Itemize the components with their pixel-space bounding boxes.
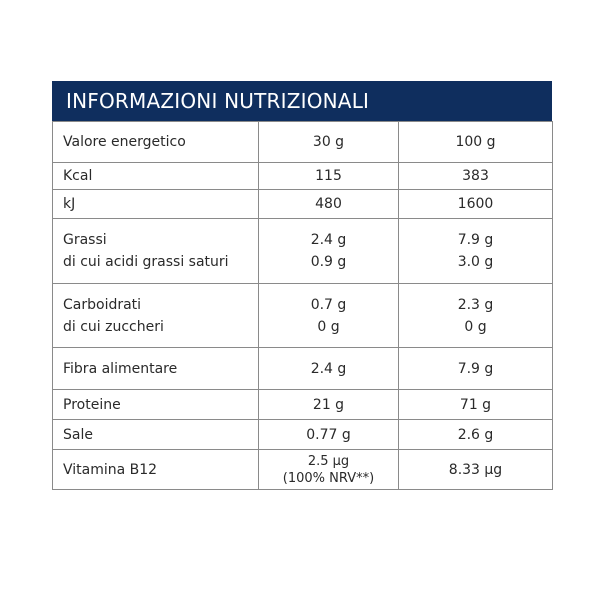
value-per-portion — [259, 348, 399, 390]
value-line: 2.6 g — [457, 426, 494, 443]
value-per-100g — [399, 420, 553, 450]
value-subline: 0 g — [464, 318, 487, 335]
value-per-100g — [399, 284, 553, 348]
row-vitamin-b12 — [53, 450, 553, 490]
value-subline: 3.0 g — [457, 254, 494, 270]
nutrition-panel — [52, 81, 552, 490]
label-line: Grassi — [63, 232, 107, 248]
row-carbohydrates — [53, 284, 553, 348]
value-per-100g — [399, 190, 553, 219]
value-line: 480 — [315, 196, 342, 212]
value-line: 115 — [315, 168, 342, 184]
value-line: 2.5 µg — [307, 453, 350, 469]
label-subline: di cui zuccheri — [63, 318, 164, 335]
nrv-note: (100% NRV**) — [282, 470, 375, 486]
label-subline: di cui acidi grassi saturi — [63, 254, 229, 270]
value-line: 0.7 g — [310, 296, 347, 313]
value-per-100g — [399, 219, 553, 284]
row-label — [53, 190, 259, 219]
row-fat — [53, 219, 553, 284]
row-protein — [53, 390, 553, 420]
value-line: 100 g — [455, 134, 496, 150]
row-kj — [53, 190, 553, 219]
row-kcal — [53, 163, 553, 190]
value-per-100g — [399, 163, 553, 190]
value-subline: 0.9 g — [310, 254, 347, 270]
value-per-100g — [399, 122, 553, 163]
label-line: Fibra alimentare — [63, 360, 178, 377]
value-line: 0.77 g — [306, 426, 351, 443]
label-line: Carboidrati — [63, 296, 142, 313]
value-per-100g — [399, 450, 553, 490]
label-line: Vitamina B12 — [63, 461, 158, 478]
row-label — [53, 450, 259, 490]
nutrition-title: INFORMAZIONI NUTRIZIONALI — [52, 81, 552, 121]
value-line: 30 g — [312, 134, 345, 150]
value-line: 8.33 µg — [448, 461, 503, 478]
value-per-portion — [259, 122, 399, 163]
row-energy — [53, 122, 553, 163]
row-label — [53, 163, 259, 190]
value-line: 1600 — [457, 196, 494, 212]
row-label — [53, 420, 259, 450]
value-line: 7.9 g — [457, 360, 494, 377]
value-per-100g — [399, 348, 553, 390]
value-per-portion — [259, 219, 399, 284]
row-label — [53, 390, 259, 420]
label-line: Kcal — [63, 168, 93, 184]
label-line: kJ — [63, 196, 76, 212]
value-per-portion — [259, 420, 399, 450]
row-label — [53, 219, 259, 284]
value-per-portion — [259, 163, 399, 190]
nutrition-table — [52, 121, 553, 490]
row-fibre — [53, 348, 553, 390]
row-label — [53, 284, 259, 348]
value-per-portion — [259, 190, 399, 219]
label-line: Valore energetico — [63, 134, 186, 150]
value-line: 2.4 g — [310, 360, 347, 377]
label-line: Sale — [63, 426, 93, 443]
value-line: 2.3 g — [457, 296, 494, 313]
value-line: 383 — [462, 168, 489, 184]
value-per-portion — [259, 284, 399, 348]
value-subline: 0 g — [317, 318, 340, 335]
value-per-portion — [259, 450, 399, 490]
row-label — [53, 122, 259, 163]
label-line: Proteine — [63, 396, 121, 413]
row-label — [53, 348, 259, 390]
value-per-100g — [399, 390, 553, 420]
value-per-portion — [259, 390, 399, 420]
value-line: 2.4 g — [310, 232, 347, 248]
value-line: 21 g — [312, 396, 345, 413]
value-line: 71 g — [459, 396, 492, 413]
row-salt — [53, 420, 553, 450]
value-line: 7.9 g — [457, 232, 494, 248]
